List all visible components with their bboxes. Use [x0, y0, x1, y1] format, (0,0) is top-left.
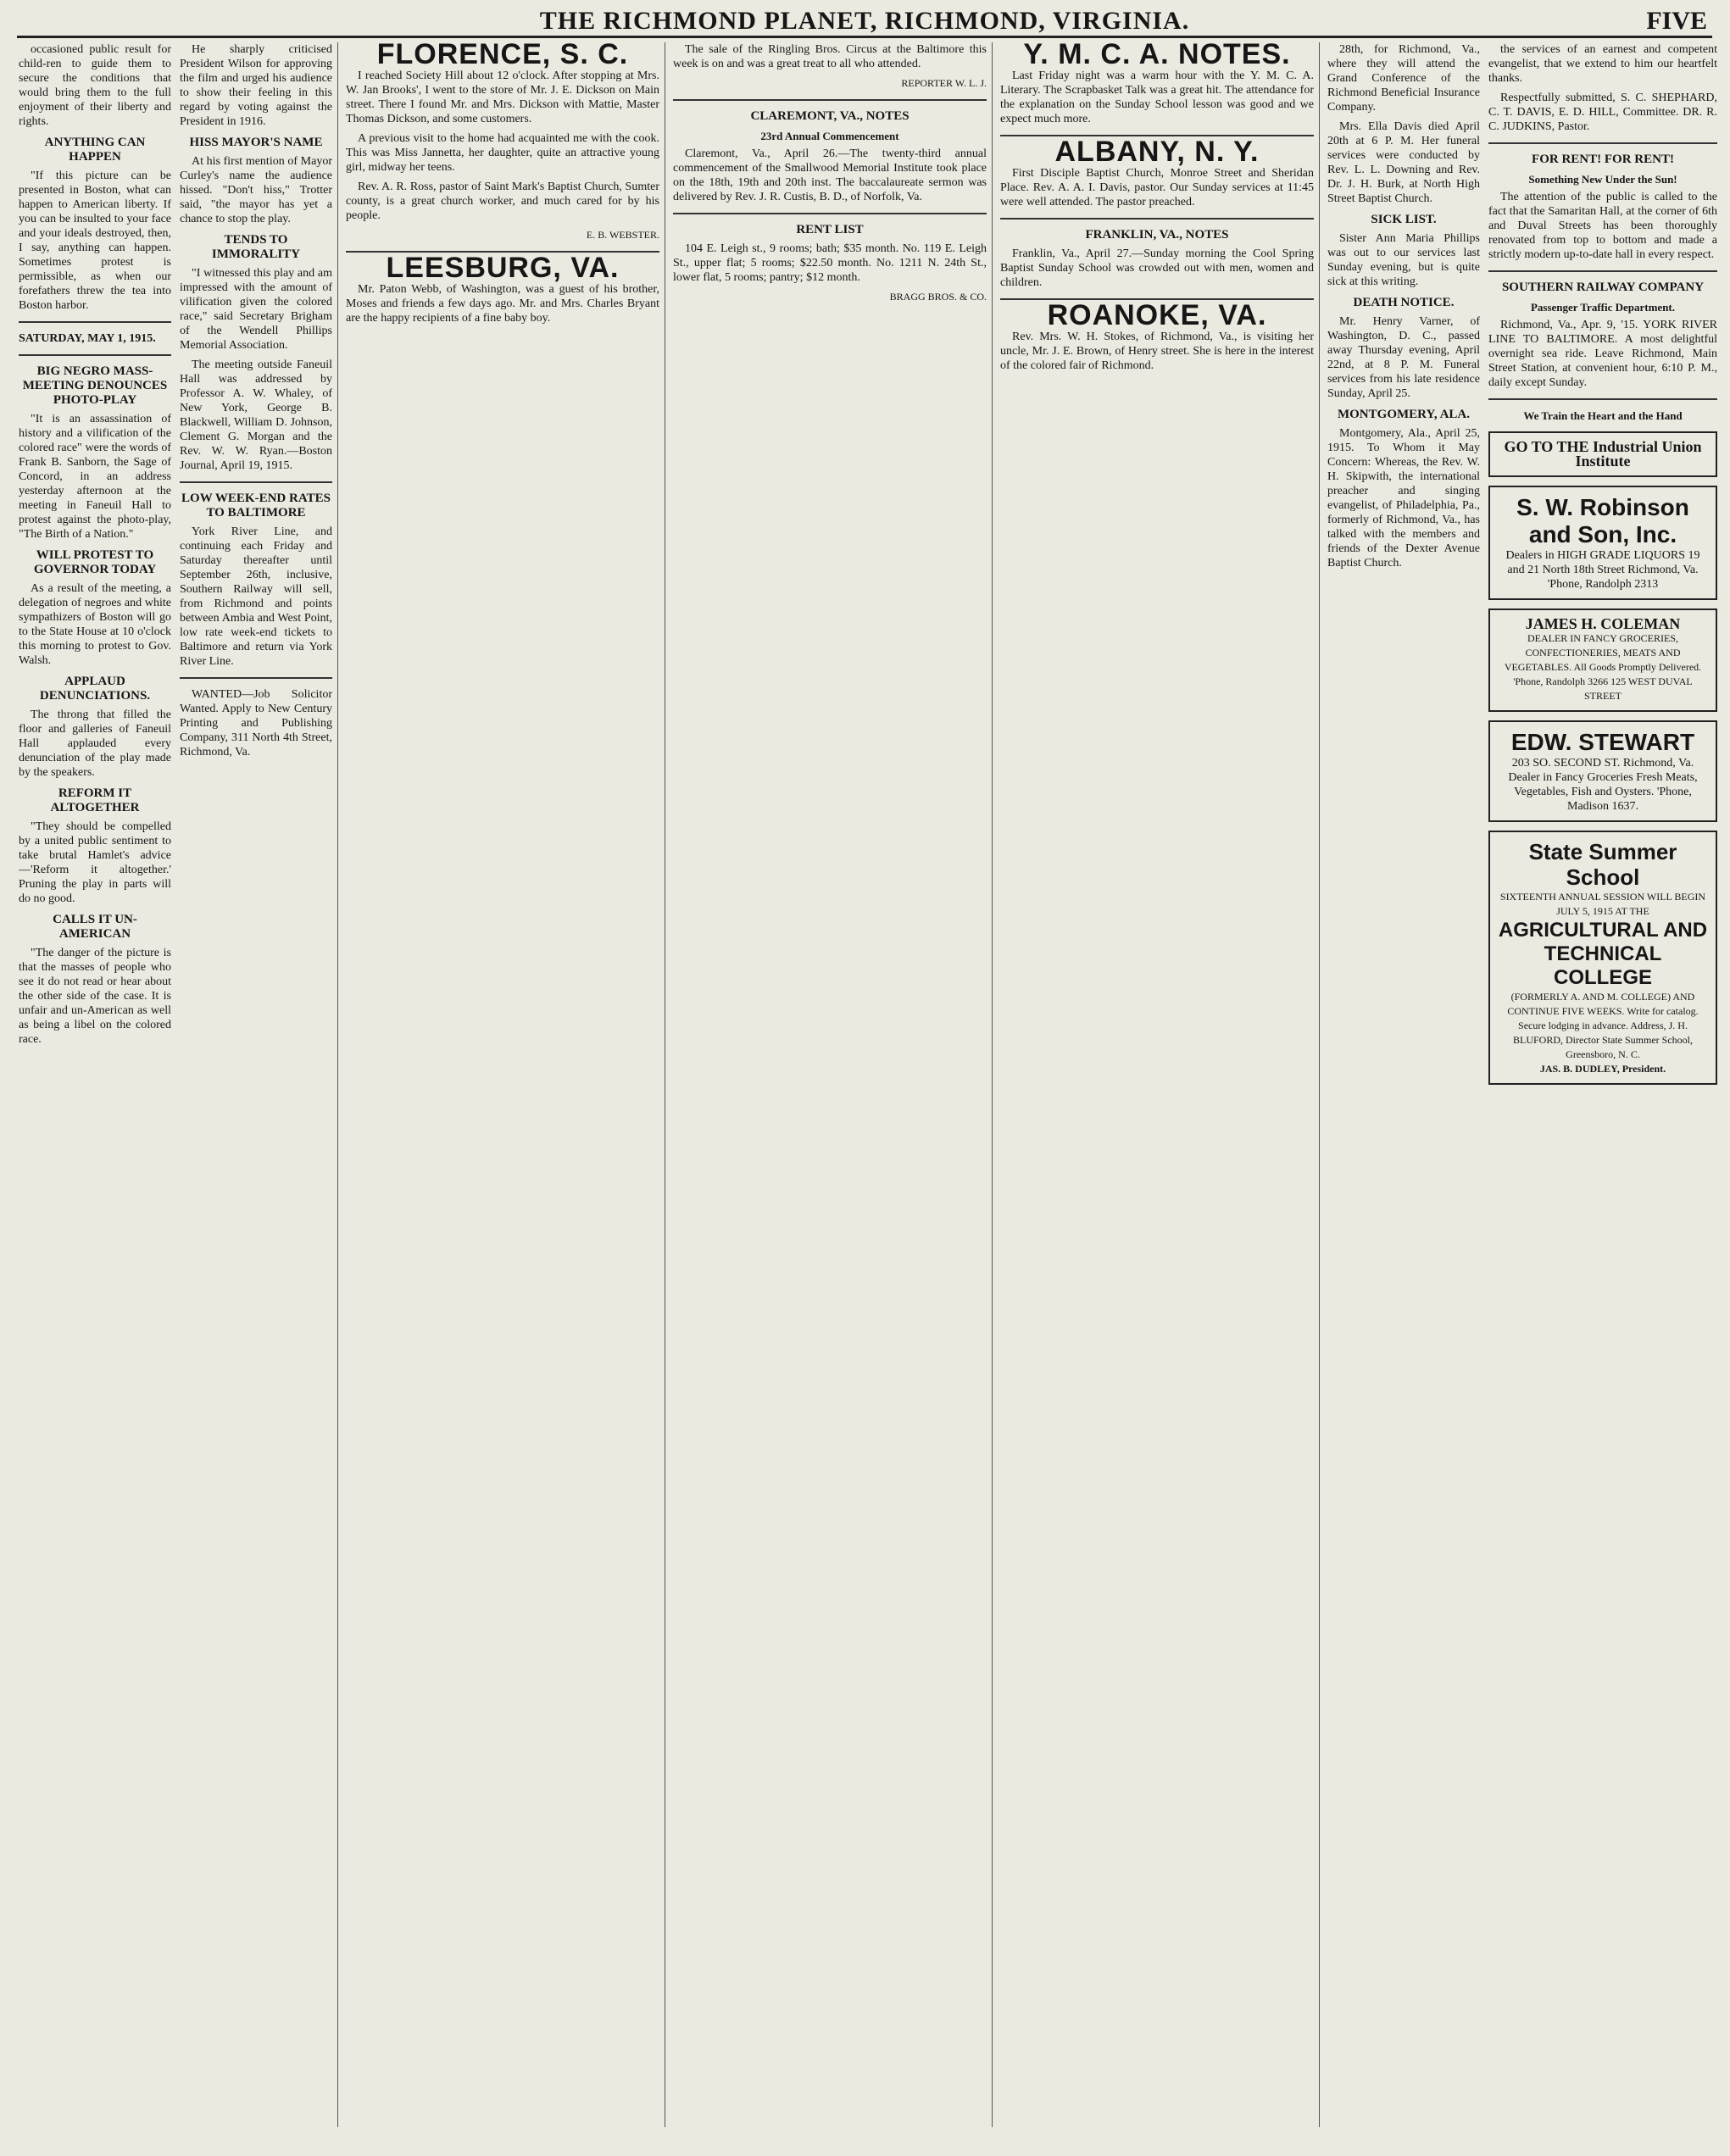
- column-1-text: [19, 42, 171, 2127]
- classified-wanted: WANTED—Job Solicitor Wanted. Apply to New Century Printing and Publishing Company, 311 North 4th Street, Richmond, Va.: [180, 688, 332, 758]
- heading-institute: We Train the Heart and the Hand: [1523, 409, 1683, 422]
- article-ella-davis: Mrs. Ella Davis died April 20th at 6 P. M. Her funeral services were conducted by Rev. L. L. Downing and Rev. Dr. J. H. Burk, at North High Street Baptist Church.: [1327, 120, 1480, 205]
- ad-stewart: [1488, 720, 1717, 822]
- robinson-body: Dealers in HIGH GRADE LIQUORS 19 and 21 North 18th Street Richmond, Va. 'Phone, Randolph 2313: [1505, 549, 1700, 591]
- article-top-6: 28th, for Richmond, Va., where they will attend the Grand Conference of the Richmond Beneficial Insurance Company.: [1327, 43, 1480, 114]
- heading-protest: WILL PROTEST TO GOVERNOR TODAY: [33, 548, 157, 576]
- masthead: [17, 7, 1712, 38]
- article-hiss: At his first mention of Mayor Curley's name the audience hissed. "Don't hiss," Trotter said, "the mayor has yet a chance to stop the play.: [180, 155, 332, 225]
- heading-weekend-rates: LOW WEEK-END RATES TO BALTIMORE: [181, 492, 331, 520]
- article-death-notice: Mr. Henry Varner, of Washington, D. C., passed away Thursday evening, April 22nd, at 8 P. M. Funeral services from his late residence Sunday, April 25.: [1327, 315, 1480, 400]
- heading-hiss: HISS MAYOR'S NAME: [189, 136, 323, 149]
- heading-un-american: CALLS IT UN-AMERICAN: [53, 913, 137, 941]
- signature-bragg: BRAGG BROS. & CO.: [889, 291, 987, 303]
- article-mayor: He sharply criticised President Wilson for approving the film and urged his audience to show their feeling in this regard by voting against the President in 1916.: [180, 43, 332, 128]
- article-florence-3: Rev. A. R. Ross, pastor of Saint Mark's Baptist Church, Sumter county, is a great church worker, and much cared for by his people.: [346, 181, 659, 222]
- paper-title: THE RICHMOND PLANET, RICHMOND, VIRGINIA.: [539, 7, 1190, 35]
- school-sub: SIXTEENTH ANNUAL SESSION WILL BEGIN JULY 5, 1915 AT THE: [1499, 891, 1706, 917]
- heading-sick-list: SICK LIST.: [1371, 213, 1437, 226]
- article-leesburg: Mr. Paton Webb, of Washington, was a guest of his brother, Moses and friends a few days ago. Mr. and Mrs. Charles Bryant are the happy recipients of a fine baby boy.: [346, 283, 659, 325]
- article-albany: First Disciple Baptist Church, Monroe Street and Sheridan Place. Rev. A. A. I. Davis, pastor. Our Sunday services at 11:45 were well attended. The pastor preached.: [1000, 167, 1314, 208]
- article-outside-meeting: The meeting outside Faneuil Hall was addressed by Professor A. W. Whaley, of New York, George B. Blackwell, William D. Johnson, Clement G. Morgan and the Rev. W. W. Ryan.—Boston Journal, April 19, 1915.: [180, 358, 332, 472]
- heading-for-rent: FOR RENT! FOR RENT!: [1532, 153, 1674, 166]
- heading-applaud: APPLAUD DENUNCIATIONS.: [39, 675, 151, 703]
- column-4: [673, 42, 987, 2127]
- article-ymca: Last Friday night was a warm hour with the Y. M. C. A. Literary. The Scrapbasket Talk was a great hit. The attendance for the explanation on the Sunday School lesson was good and we expect much more.: [1000, 69, 1314, 125]
- heading-mass-meeting: BIG NEGRO MASS-MEETING DENOUNCES PHOTO-PLAY: [22, 364, 168, 407]
- page-number: FIVE: [1646, 7, 1707, 35]
- article-florence-2: A previous visit to the home had acquainted me with the cook. This was Miss Jannetta, her daughter, quite an attractive young girl, midway her teens.: [346, 132, 659, 174]
- heading-for-rent-sub: Something New Under the Sun!: [1528, 173, 1677, 186]
- signature-reporter: REPORTER W. L. J.: [901, 77, 987, 89]
- column-7: [1488, 42, 1717, 2127]
- heading-rent-list: RENT LIST: [796, 223, 864, 236]
- heading-franklin: FRANKLIN, VA., NOTES: [1085, 228, 1229, 242]
- article-florence-1: I reached Society Hill about 12 o'clock. After stopping at Mrs. W. Jan Brooks', I went to the store of Mr. J. E. Dickson on Main street. There I found Mr. and Mrs. Dickson with Mattie, Master Thomas Dickson, and some customers.: [346, 69, 659, 125]
- school-name: State Summer School: [1528, 839, 1677, 890]
- article-protest: As a result of the meeting, a delegation of negroes and white sympathizers of Boston will go to the State House at 10 o'clock this morning to protest to Gov. Walsh.: [19, 582, 171, 667]
- article-intro: occasioned public result for child-ren to guide them to secure the conditions that would bring them to the full enjoyment of their liberty and rights.: [19, 43, 171, 128]
- heading-southern-railway: SOUTHERN RAILWAY COMPANY: [1501, 281, 1705, 294]
- ad-coleman: [1488, 608, 1717, 712]
- article-sick-list: Sister Ann Maria Phillips was out to our services last Sunday evening, but is quite sick at this writing.: [1327, 232, 1480, 288]
- column-3: [346, 42, 659, 2127]
- heading-immorality: TENDS TO IMMORALITY: [211, 233, 301, 261]
- article-immorality: "I witnessed this play and am impressed with the amount of vilification given the colored race," said Secretary Brigham of the Wendell Phillips Memorial Association.: [180, 267, 332, 352]
- committee-signers: Respectfully submitted, S. C. SHEPHARD, C. T. DAVIS, E. D. HILL, Committee. DR. R. C. JUDKINS, Pastor.: [1488, 92, 1717, 133]
- heading-reform: REFORM IT ALTOGETHER: [50, 786, 140, 814]
- article-reform: "They should be compelled by a united public sentiment to take brutal Hamlet's advice—'Reform it altogether.' Pruning the play in parts will do no good.: [19, 820, 171, 905]
- dateline: SATURDAY, MAY 1, 1915.: [19, 332, 156, 345]
- article-mass-meeting: "It is an assassination of history and a vilification of the colored race" were the words of Frank B. Sanborn, the Sage of Concord, in an address yesterday afternoon at the meeting in Faneuil Hall to protest against the photo-play, "The Birth of a Nation.": [19, 413, 171, 541]
- article-roanoke: Rev. Mrs. W. H. Stokes, of Richmond, Va., is visiting her uncle, Mr. J. E. Brown, of Henry street. She is here in the interest of the colored fair of Richmond.: [1000, 331, 1314, 372]
- heading-southern-sub: Passenger Traffic Department.: [1530, 301, 1676, 314]
- article-anything: "If this picture can be presented in Boston, what can happen to American liberty. If you can be insulted to your face and your ideals destroyed, then, I say, anything can happen. Sometimes protest is permissible, as when our forefathers threw the tea into Boston harbor.: [19, 169, 171, 312]
- school-college: AGRICULTURAL AND TECHNICAL COLLEGE: [1498, 919, 1708, 989]
- heading-commencement: 23rd Annual Commencement: [760, 130, 899, 142]
- article-applaud: The throng that filled the floor and galleries of Faneuil Hall applauded every denunciation of the play made by the speakers.: [19, 708, 171, 779]
- ad-institute: [1488, 431, 1717, 477]
- stewart-name: EDW. STEWART: [1510, 729, 1695, 755]
- school-sign: JAS. B. DUDLEY, President.: [1539, 1063, 1666, 1075]
- column-2: [180, 42, 332, 2127]
- heading-roanoke: ROANOKE, VA.: [1047, 299, 1267, 331]
- ad-robinson: [1488, 486, 1717, 600]
- article-for-rent: The attention of the public is called to the fact that the Samaritan Hall, at the corner of 6th and Duval Streets has been thoroughly renovated from top to bottom and made a strictly modern up-to-date hall in every respect.: [1488, 191, 1717, 261]
- heading-anything: ANYTHING CAN HAPPEN: [44, 136, 146, 164]
- article-un-american: "The danger of the picture is that the masses of people who see it do not read or hear about the other side of the case. It is unfair and un-American as well as being a libel on the colored race.: [19, 947, 171, 1046]
- article-rent-list: 104 E. Leigh st., 9 rooms; bath; $35 month. No. 119 E. Leigh St., upper flat; 5 rooms; $22.50 month. No. 1211 N. 24th St., lower flat, 5 rooms; pantry; $12 month.: [673, 242, 987, 284]
- article-southern-railway: Richmond, Va., Apr. 9, '15. YORK RIVER LINE TO BALTIMORE. A most delightful overnight sea ride. Leave Richmond, Main Street Station, at convenient hour, 6:10 P. M., daily except Sunday.: [1488, 319, 1717, 389]
- article-montgomery: Montgomery, Ala., April 25, 1915. To Whom it May Concern: Whereas, the Rev. W. H. Skipwith, the international preacher and singing evangelist, of Philadelphia, Pa., formerly of Richmond, Va., has talked with the members and friends of the Dexter Avenue Baptist Church.: [1327, 427, 1480, 570]
- stewart-body: 203 SO. SECOND ST. Richmond, Va. Dealer in Fancy Groceries Fresh Meats, Vegetables, Fish and Oysters. 'Phone, Madison 1637.: [1508, 757, 1698, 813]
- institute-name: GO TO THE Industrial Union Institute: [1504, 438, 1702, 470]
- article-claremont: Claremont, Va., April 26.—The twenty-third annual commencement of the Smallwood Memorial Institute took place on the 18th, 19th and 20th inst. The baccalaureate sermon was delivered by Rev. J. R. Custis, B. D., of Norfolk, Va.: [673, 147, 987, 203]
- signature-florence: E. B. WEBSTER.: [586, 229, 659, 241]
- article-top-4: The sale of the Ringling Bros. Circus at the Baltimore this week is on and was a great treat to all who attended.: [673, 43, 987, 70]
- column-5: [1000, 42, 1314, 2127]
- article-weekend-rates: York River Line, and continuing each Friday and Saturday thereafter until September 26th, inclusive, Southern Railway will sell, from Richmond and points between Ambia and West Point, low rate week-end tickets to Baltimore and return via York River Line.: [180, 525, 332, 668]
- heading-montgomery: MONTGOMERY, ALA.: [1337, 408, 1470, 421]
- robinson-name: S. W. Robinson and Son, Inc.: [1516, 494, 1689, 547]
- article-top-7: the services of an earnest and competent evangelist, that we extend to him our heartfelt thanks.: [1488, 43, 1717, 85]
- column-6: [1327, 42, 1480, 2127]
- heading-claremont: CLAREMONT, VA., NOTES: [750, 109, 910, 123]
- heading-albany: ALBANY, N. Y.: [1054, 136, 1260, 168]
- heading-florence: FLORENCE, S. C.: [376, 42, 629, 70]
- coleman-name: JAMES H. COLEMAN: [1525, 615, 1681, 632]
- heading-ymca: Y. M. C. A. NOTES.: [1023, 42, 1291, 70]
- school-body: (FORMERLY A. AND M. COLLEGE) AND CONTINUE FIVE WEEKS. Write for catalog. Secure lodging in advance. Address, J. H. BLUFORD, Director State Summer School, Greensboro, N. C.: [1507, 991, 1699, 1060]
- coleman-body: DEALER IN FANCY GROCERIES, CONFECTIONERIES, MEATS AND VEGETABLES. All Goods Promptly Delivered. 'Phone, Randolph 3266 125 WEST DUVAL STREET: [1504, 632, 1702, 702]
- article-franklin: Franklin, Va., April 27.—Sunday morning the Cool Spring Baptist Sunday School was crowded out with men, women and children.: [1000, 247, 1314, 289]
- heading-leesburg: LEESBURG, VA.: [386, 252, 620, 284]
- heading-death-notice: DEATH NOTICE.: [1353, 296, 1455, 309]
- ad-summer-school: [1488, 831, 1717, 1085]
